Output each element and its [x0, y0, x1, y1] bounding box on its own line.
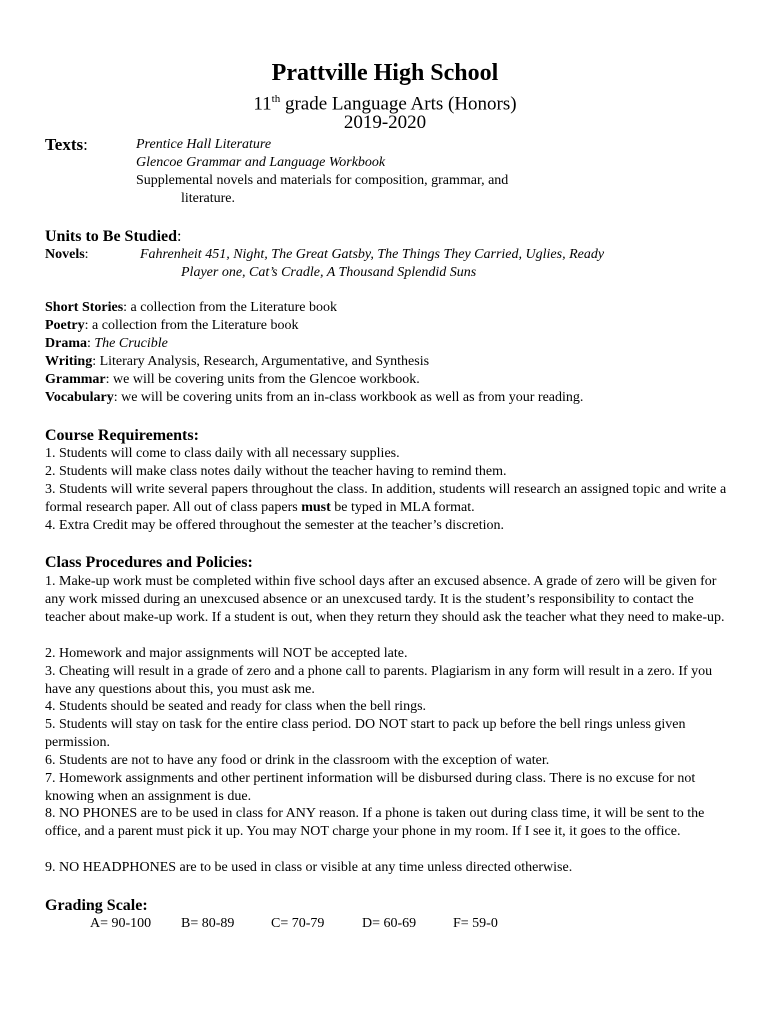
novels-list-line1: Fahrenheit 451, Night, The Great Gatsby, The Things They Carried, Uglies, Ready: [140, 247, 605, 262]
procedure-item: 7. Homework assignments and other pertinent information will be disbursed during class. There is no excuse for not knowing when an assignment is due.: [45, 771, 696, 804]
procedure-item: 6. Students are not to have any food or drink in the classroom with the exception of water.: [45, 753, 550, 768]
grading-heading: Grading Scale:: [45, 897, 148, 914]
unit-drama: Drama: The Crucible: [45, 336, 168, 351]
grade-a: A= 90-100: [90, 916, 152, 931]
procedure-item: 4. Students should be seated and ready for class when the bell rings.: [45, 699, 427, 714]
school-title: Prattville High School: [271, 60, 499, 86]
unit-poetry: Poetry: a collection from the Literature book: [45, 318, 299, 333]
requirement-item: 2. Students will make class notes daily without the teacher having to remind them.: [45, 464, 507, 479]
unit-vocabulary: Vocabulary: we will be covering units from an in-class workbook as well as from your reading.: [45, 390, 584, 405]
procedure-item: 5. Students will stay on task for the entire class period. DO NOT start to pack up before the bell rings unless given permission.: [45, 717, 686, 750]
grade-number: 11: [253, 93, 272, 115]
unit-writing: Writing: Literary Analysis, Research, Argumentative, and Synthesis: [45, 354, 430, 369]
requirement-item: 3. Students will write several papers throughout the class. In addition, students will research an assigned topic and write a formal research paper. All out of class papers must be typed in MLA format.: [45, 482, 727, 515]
grade-f: F= 59-0: [453, 916, 498, 931]
units-heading: Units to Be Studied:: [45, 228, 182, 245]
novels-label: Novels:: [45, 247, 89, 262]
grade-c: C= 70-79: [271, 916, 325, 931]
grade-b: B= 80-89: [181, 916, 235, 931]
school-year: 2019-2020: [343, 112, 427, 133]
procedure-item: 8. NO PHONES are to be used in class for ANY reason. If a phone is taken out during class time, it will be sent to the office, and a parent must pick it up. You may NOT charge your phone in my room. If I see it, it goes to the office.: [45, 806, 705, 839]
unit-grammar: Grammar: we will be covering units from the Glencoe workbook.: [45, 372, 420, 387]
course-name: grade Language Arts (Honors): [284, 93, 517, 115]
procedure-item: 2. Homework and major assignments will NOT be accepted late.: [45, 646, 408, 661]
procedures-heading: Class Procedures and Policies:: [45, 554, 253, 571]
text-item: Glencoe Grammar and Language Workbook: [136, 155, 386, 170]
procedure-item: 9. NO HEADPHONES are to be used in class or visible at any time unless directed otherwise.: [45, 860, 573, 875]
novels-list-line2: Player one, Cat’s Cradle, A Thousand Splendid Suns: [181, 265, 477, 280]
requirements-heading: Course Requirements:: [45, 427, 199, 444]
unit-short-stories: Short Stories: a collection from the Literature book: [45, 300, 337, 315]
requirement-item: 1. Students will come to class daily with all necessary supplies.: [45, 446, 400, 461]
texts-label: Texts:: [45, 135, 88, 154]
text-item: Prentice Hall Literature: [136, 137, 272, 152]
grade-superscript: th: [271, 93, 281, 105]
requirement-item: 4. Extra Credit may be offered throughout the semester at the teacher’s discretion.: [45, 518, 504, 533]
text-item: literature.: [181, 191, 236, 206]
grade-d: D= 60-69: [362, 916, 417, 931]
procedure-item: 3. Cheating will result in a grade of zero and a phone call to parents. Plagiarism in any form will result in a zero. If you have any questions about this, you must ask me.: [45, 664, 713, 697]
procedure-item: 1. Make-up work must be completed within five school days after an excused absence. A grade of zero will be given for any work missed during an unexcused absence or an unexcused tardy. It is the student’s responsibility to contact the teacher about make-up work. If a student is out, when they return they should ask the teacher what they need to make-up.: [45, 574, 725, 625]
text-item: Supplemental novels and materials for composition, grammar, and: [136, 173, 509, 188]
